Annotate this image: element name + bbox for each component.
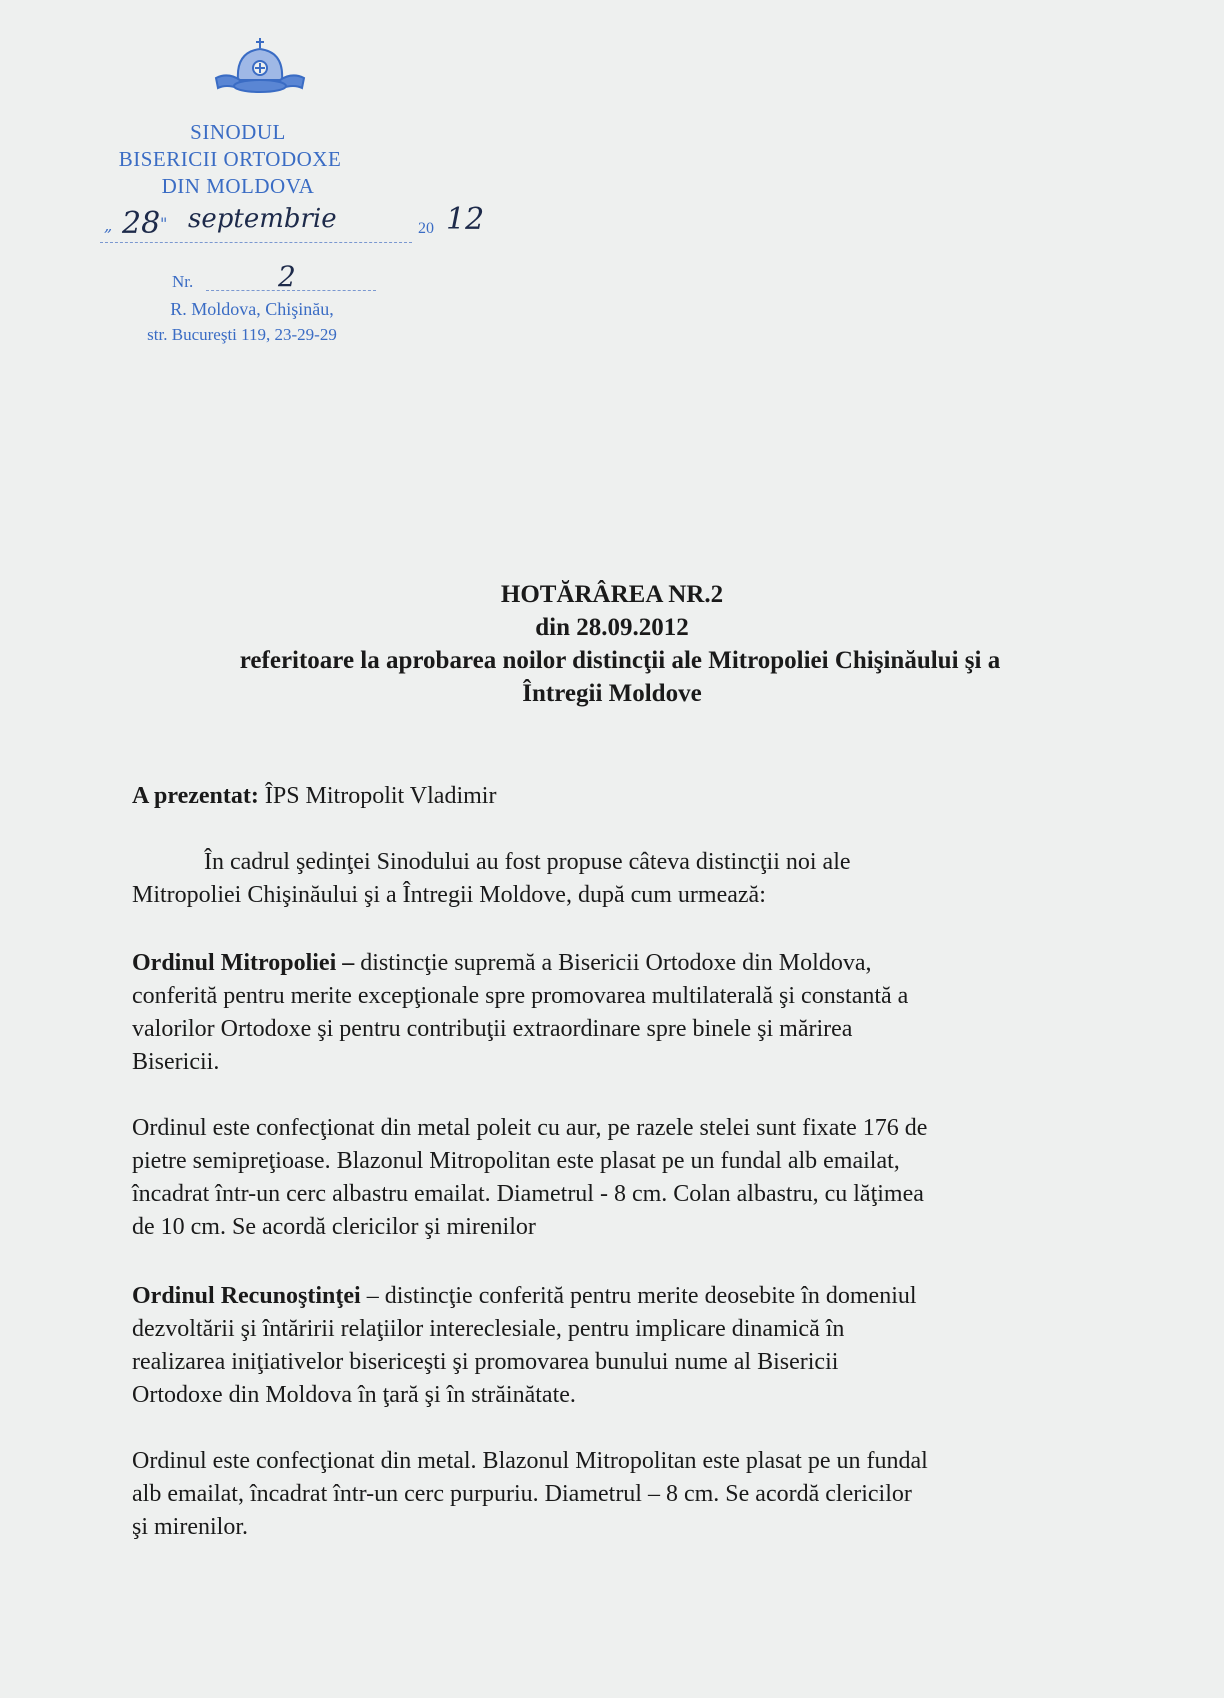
order-description-line: realizarea iniţiativelor bisericeşti şi promovarea bunului nume al Bisericii xyxy=(132,1349,839,1375)
order-name: Ordinul Recunoştinţei xyxy=(132,1283,361,1309)
presenter-name: ÎPS Mitropolit Vladimir xyxy=(258,783,497,809)
order-recunostintei-details xyxy=(132,1445,1112,1544)
order-description-line: Ortodoxe din Moldova în ţară şi în străinătate. xyxy=(132,1382,576,1408)
order-description-line: – distincţie conferită pentru merite deosebite în domeniul xyxy=(360,1283,917,1309)
order-name: Ordinul Mitropoliei – xyxy=(132,950,355,976)
intro-line: În cadrul şedinţei Sinodului au fost propuse câteva distincţii noi ale xyxy=(204,849,851,875)
handwritten-month: septembrie xyxy=(188,204,337,234)
document-title xyxy=(0,578,1224,710)
title-subject: referitoare la aprobarea noilor distincţii ale Mitropoliei Chişinăului şi a xyxy=(239,647,1001,674)
order-description-line: valorilor Ortodoxe şi pentru contribuţii extraordinare spre binele şi mărirea xyxy=(132,1016,853,1042)
stamp-address-city: R. Moldova, Chişinău, xyxy=(170,299,334,319)
stamp-number xyxy=(172,260,422,296)
stamp-line-country: DIN MOLDOVA xyxy=(161,174,315,198)
order-recunostintei-description xyxy=(132,1280,1112,1412)
order-details-line: pietre semipreţioase. Blazonul Mitropolitan este plasat pe un fundal alb emailat, xyxy=(132,1148,900,1174)
stamp-address-street: str. Bucureşti 119, 23-29-29 xyxy=(147,325,337,344)
title-date: din 28.09.2012 xyxy=(535,614,689,641)
order-description-line: distincţie supremă a Bisericii Ortodoxe din Moldova, xyxy=(354,950,872,976)
crown-mitre-emblem-icon xyxy=(210,36,310,98)
stamp-line-church: BISERICII ORTODOXE xyxy=(118,147,342,171)
title-subject-cont: Întregii Moldove xyxy=(522,680,702,707)
handwritten-number: 2 xyxy=(278,260,296,293)
date-underline xyxy=(100,242,412,243)
order-details-line: de 10 cm. Se acordă clericilor şi mirenilor xyxy=(132,1214,536,1240)
order-details-line: încadrat într-un cerc albastru emailat. Diametrul - 8 cm. Colan albastru, cu lăţimea xyxy=(132,1181,924,1207)
order-details-line: Ordinul este confecţionat din metal poleit cu aur, pe razele stelei sunt fixate 176 de xyxy=(132,1115,928,1141)
quote-close: " xyxy=(160,214,168,233)
stamp-line-synod: SINODUL xyxy=(190,120,286,144)
order-details-line: Ordinul este confecţionat din metal. Blazonul Mitropolitan este plasat pe un fundal xyxy=(132,1448,928,1474)
intro-paragraph xyxy=(132,846,1112,912)
order-details-line: alb emailat, încadrat într-un cerc purpuriu. Diametrul – 8 cm. Se acordă clericilor xyxy=(132,1481,912,1507)
order-mitropoliei-description xyxy=(132,947,1112,1079)
handwritten-day: 28 xyxy=(122,206,161,241)
stamp-date xyxy=(100,202,500,242)
order-description-line: dezvoltării şi întăririi relaţiilor intereclesiale, pentru implicare dinamică în xyxy=(132,1316,845,1342)
intro-line: Mitropoliei Chişinăului şi a Întregii Moldove, după cum urmează: xyxy=(132,882,766,908)
quote-open: „ xyxy=(104,216,113,235)
order-description-line: conferită pentru merite excepţionale spre promovarea multilaterală şi constantă a xyxy=(132,983,909,1009)
presenter xyxy=(132,780,1112,813)
title-decision-number: HOTĂRÂREA NR.2 xyxy=(500,581,724,608)
order-mitropoliei-details xyxy=(132,1112,1112,1244)
presenter-label: A prezentat: xyxy=(132,783,259,809)
handwritten-year: 12 xyxy=(446,202,485,237)
nr-label: Nr. xyxy=(172,272,194,291)
printed-year-prefix: 20 xyxy=(418,220,434,237)
order-details-line: şi mirenilor. xyxy=(132,1514,248,1540)
order-description-line: Bisericii. xyxy=(132,1049,220,1075)
